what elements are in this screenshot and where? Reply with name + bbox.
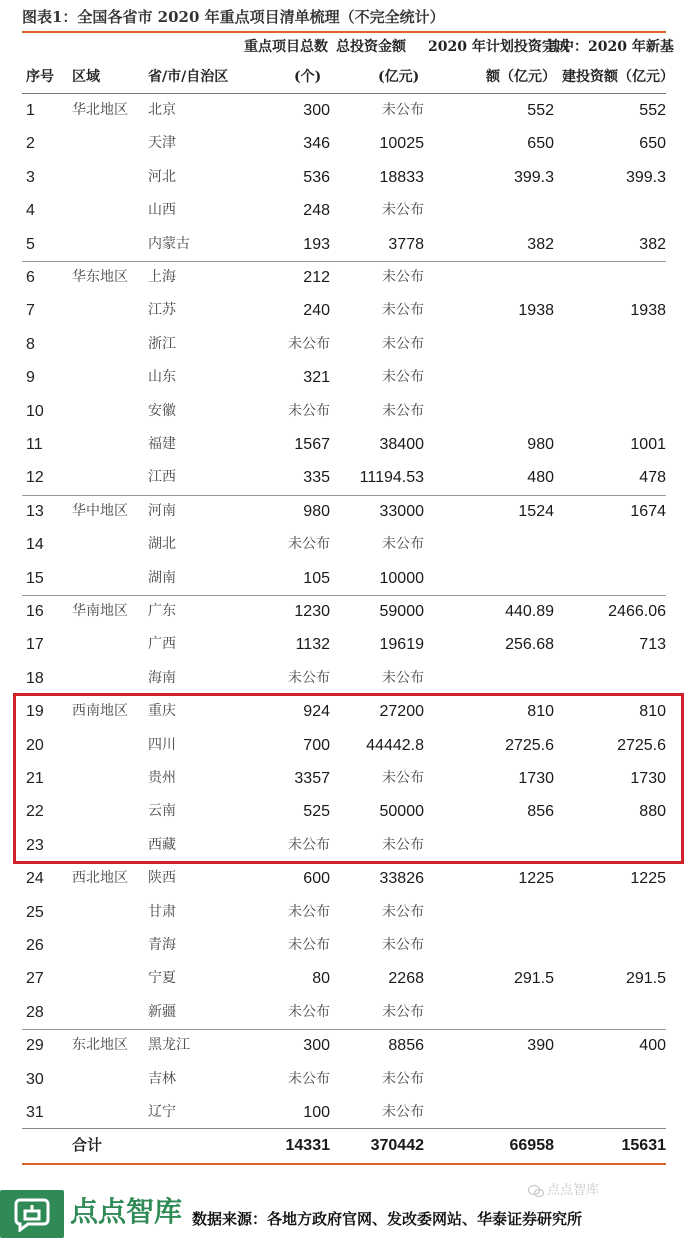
cell-province: 海南	[148, 669, 176, 686]
cell-province: 湖南	[148, 569, 176, 586]
cell-invest: 未公布	[382, 202, 424, 219]
cell-count: 700	[303, 736, 330, 754]
cell-new: 1730	[630, 770, 666, 787]
cell-count: 600	[303, 870, 330, 888]
cell-plan: 256.68	[505, 636, 554, 654]
cell-province: 天津	[148, 135, 176, 152]
cell-province: 青海	[148, 937, 176, 953]
speech-bubble-icon	[14, 1196, 50, 1232]
cell-count: 100	[303, 1104, 330, 1121]
header-region: 区域	[72, 69, 100, 85]
cell-region: 华东地区	[72, 269, 128, 285]
cell-region	[72, 1096, 142, 1129]
cell-province: 江西	[148, 469, 176, 486]
header-invest-line1: 总投资金额	[336, 39, 406, 55]
cell-region	[72, 729, 142, 762]
cell-count: 80	[312, 970, 330, 988]
cell-new: 713	[639, 636, 666, 654]
cell-new: 1225	[630, 870, 666, 888]
cell-idx: 17	[26, 636, 44, 654]
cell-invest: 10000	[379, 569, 424, 587]
cell-plan: 399.3	[513, 168, 554, 186]
cell-new	[574, 328, 666, 361]
cell-idx: 7	[26, 302, 35, 320]
cell-region	[72, 395, 142, 428]
cell-plan: 2725.6	[505, 736, 554, 754]
cell-count: 未公布	[288, 1070, 330, 1087]
cell-invest: 未公布	[382, 1104, 424, 1120]
cell-idx: 2	[26, 135, 35, 153]
cell-province: 陕西	[148, 870, 176, 887]
cell-new: 1001	[630, 436, 666, 453]
cell-count: 未公布	[288, 1003, 330, 1020]
total-label: 合计	[72, 1136, 103, 1154]
cell-count: 300	[303, 1037, 330, 1055]
cell-invest: 8856	[388, 1037, 424, 1055]
table-row	[0, 695, 684, 728]
cell-plan	[470, 328, 554, 361]
cell-new: 1938	[630, 302, 666, 320]
cell-region: 西北地区	[72, 870, 128, 887]
table-row	[0, 127, 684, 160]
cell-count: 346	[303, 135, 330, 153]
cell-region	[72, 194, 142, 227]
cell-idx: 4	[26, 202, 35, 220]
cell-region	[72, 896, 142, 929]
cell-count: 525	[303, 803, 330, 821]
table-row	[0, 996, 684, 1029]
cell-region	[72, 929, 142, 962]
cell-idx: 25	[26, 903, 44, 921]
cell-count: 1567	[294, 436, 330, 453]
cell-region	[72, 528, 142, 561]
cell-new	[574, 528, 666, 561]
table-row	[0, 896, 684, 929]
cell-new	[574, 662, 666, 695]
cell-count: 未公布	[288, 903, 330, 920]
cell-idx: 27	[26, 970, 44, 988]
cell-plan: 382	[527, 235, 554, 253]
cell-idx: 23	[26, 836, 44, 854]
cell-new	[574, 194, 666, 227]
table-row	[0, 461, 684, 494]
total-new: 15631	[621, 1137, 666, 1154]
cell-idx: 21	[26, 770, 44, 787]
cell-plan	[470, 261, 554, 294]
cell-province: 湖北	[148, 536, 176, 553]
cell-province: 内蒙古	[148, 235, 190, 252]
cell-invest: 未公布	[382, 669, 424, 686]
cell-plan: 810	[527, 703, 554, 721]
cell-plan	[470, 395, 554, 428]
cell-new	[574, 361, 666, 394]
cell-region	[72, 294, 142, 327]
table-row	[0, 294, 684, 327]
cell-plan	[470, 996, 554, 1029]
cell-idx: 13	[26, 502, 44, 520]
cell-region: 东北地区	[72, 1037, 128, 1054]
cell-invest: 44442.8	[366, 736, 424, 754]
cell-new	[574, 996, 666, 1029]
cell-region	[72, 962, 142, 995]
cell-plan: 856	[527, 803, 554, 821]
header-new-line1: 其中：2020 年新基	[546, 39, 674, 55]
header-province: 省/市/自治区	[148, 69, 229, 85]
cell-plan	[470, 929, 554, 962]
cell-region	[72, 428, 142, 461]
header-count-line2: (个)	[294, 69, 322, 85]
cell-region	[72, 461, 142, 494]
cell-invest: 27200	[379, 703, 424, 721]
cell-idx: 15	[26, 569, 44, 587]
cell-invest: 33000	[379, 502, 424, 520]
cell-idx: 31	[26, 1104, 44, 1121]
cell-province: 浙江	[148, 335, 176, 352]
cell-invest: 未公布	[382, 903, 424, 920]
footer	[0, 1180, 684, 1244]
cell-invest: 10025	[379, 135, 424, 153]
cell-invest: 未公布	[382, 369, 424, 386]
table-row	[0, 562, 684, 595]
cell-new: 478	[639, 469, 666, 487]
cell-count: 248	[303, 202, 330, 220]
cell-province: 黑龙江	[148, 1037, 190, 1054]
cell-idx: 6	[26, 269, 35, 286]
cell-province: 广西	[148, 636, 176, 653]
cell-region	[72, 829, 142, 862]
header-plan-line2: 额（亿元）	[486, 69, 556, 85]
table-row	[0, 495, 684, 528]
table-row	[0, 662, 684, 695]
table-row	[0, 729, 684, 762]
table-row	[0, 762, 684, 795]
cell-new: 2466.06	[608, 603, 666, 620]
cell-idx: 22	[26, 803, 44, 821]
cell-province: 辽宁	[148, 1104, 176, 1120]
cell-province: 山西	[148, 202, 176, 219]
cell-count: 未公布	[288, 536, 330, 553]
cell-province: 江苏	[148, 302, 176, 319]
cell-region: 华中地区	[72, 502, 128, 519]
cell-idx: 24	[26, 870, 44, 888]
cell-new	[574, 562, 666, 595]
cell-invest: 19619	[379, 636, 424, 654]
cell-plan: 980	[527, 436, 554, 453]
cell-invest: 未公布	[382, 937, 424, 953]
cell-count: 193	[303, 235, 330, 253]
cell-plan	[470, 562, 554, 595]
cell-idx: 28	[26, 1003, 44, 1021]
cell-province: 北京	[148, 102, 176, 118]
cell-invest: 未公布	[382, 770, 424, 786]
header-new-line2: 建投资额（亿元）	[562, 69, 674, 85]
table-row	[0, 628, 684, 661]
cell-new: 650	[639, 135, 666, 153]
cell-new	[574, 395, 666, 428]
cell-province: 广东	[148, 603, 176, 619]
cell-plan: 480	[527, 469, 554, 487]
cell-idx: 16	[26, 603, 44, 620]
cell-count: 3357	[294, 770, 330, 787]
table-row	[0, 829, 684, 862]
table-row	[0, 528, 684, 561]
cell-new: 552	[639, 102, 666, 119]
cell-region	[72, 996, 142, 1029]
cell-invest: 未公布	[382, 536, 424, 553]
cell-count: 未公布	[288, 402, 330, 419]
header-count-line1: 重点项目总数	[244, 39, 328, 55]
table-row	[0, 795, 684, 828]
cell-province: 吉林	[148, 1070, 176, 1087]
cell-province: 甘肃	[148, 903, 176, 920]
cell-plan	[470, 829, 554, 862]
cell-new: 382	[639, 235, 666, 253]
cell-plan: 1938	[518, 302, 554, 320]
table-row	[0, 161, 684, 194]
cell-province: 上海	[148, 269, 176, 285]
cell-new: 880	[639, 803, 666, 821]
cell-province: 福建	[148, 436, 176, 452]
table-row	[0, 428, 684, 461]
cell-invest: 50000	[379, 803, 424, 821]
total-count: 14331	[285, 1137, 330, 1154]
cell-invest: 未公布	[382, 102, 424, 118]
cell-plan: 650	[527, 135, 554, 153]
header-plan-line1: 2020 年计划投资完成	[428, 39, 570, 55]
watermark	[528, 1180, 599, 1202]
cell-count: 未公布	[288, 836, 330, 853]
table-row	[0, 1096, 684, 1129]
cell-region	[72, 228, 142, 261]
cell-invest: 11194.53	[359, 469, 424, 487]
cell-new: 291.5	[625, 970, 666, 988]
data-source: 数据来源：各地方政府官网、发改委网站、华泰证券研究所	[192, 1210, 583, 1228]
table-row	[0, 94, 684, 127]
cell-new: 1674	[630, 502, 666, 520]
cell-region	[72, 562, 142, 595]
cell-count: 536	[303, 168, 330, 186]
cell-province: 云南	[148, 803, 176, 820]
cell-idx: 8	[26, 335, 35, 353]
cell-plan: 440.89	[505, 603, 554, 620]
cell-idx: 30	[26, 1070, 44, 1088]
cell-invest: 2268	[388, 970, 424, 988]
cell-idx: 5	[26, 235, 35, 253]
cell-province: 宁夏	[148, 970, 176, 987]
watermark-text: 点点智库	[547, 1183, 600, 1198]
cell-province: 西藏	[148, 836, 176, 853]
cell-count: 1230	[294, 603, 330, 620]
cell-province: 安徽	[148, 402, 176, 419]
cell-count: 240	[303, 302, 330, 320]
cell-new: 400	[639, 1037, 666, 1055]
cell-province: 重庆	[148, 703, 176, 720]
cell-new	[574, 1063, 666, 1096]
table-row	[0, 1029, 684, 1062]
cell-region	[72, 161, 142, 194]
cell-invest: 38400	[379, 436, 424, 453]
cell-new	[574, 929, 666, 962]
cell-invest: 3778	[388, 235, 424, 253]
brand-logo	[0, 1190, 64, 1238]
cell-region	[72, 662, 142, 695]
cell-invest: 未公布	[382, 302, 424, 319]
cell-idx: 14	[26, 536, 44, 554]
cell-idx: 20	[26, 736, 44, 754]
table-row	[0, 962, 684, 995]
cell-region: 华北地区	[72, 102, 128, 118]
wechat-icon	[528, 1184, 544, 1198]
cell-idx: 18	[26, 669, 44, 687]
cell-region	[72, 1063, 142, 1096]
cell-plan	[470, 1063, 554, 1096]
cell-region	[72, 127, 142, 160]
brand-name: 点点智库	[70, 1195, 183, 1228]
cell-invest: 未公布	[382, 335, 424, 352]
cell-idx: 29	[26, 1037, 44, 1055]
cell-count: 924	[303, 703, 330, 721]
cell-region	[72, 762, 142, 795]
cell-province: 山东	[148, 369, 176, 386]
cell-count: 980	[303, 502, 330, 520]
cell-province: 贵州	[148, 770, 176, 786]
cell-invest: 未公布	[382, 1003, 424, 1020]
cell-invest: 33826	[379, 870, 424, 888]
cell-plan	[470, 896, 554, 929]
cell-count: 105	[303, 569, 330, 587]
cell-plan: 291.5	[513, 970, 554, 988]
table-row	[0, 862, 684, 895]
table-row	[0, 261, 684, 294]
cell-count: 未公布	[288, 335, 330, 352]
header-invest-line2: (亿元)	[378, 69, 420, 85]
cell-province: 新疆	[148, 1003, 176, 1020]
cell-invest: 未公布	[382, 836, 424, 853]
cell-region: 华南地区	[72, 603, 128, 619]
total-plan: 66958	[509, 1137, 554, 1154]
cell-new: 2725.6	[617, 736, 666, 754]
cell-invest: 18833	[379, 168, 424, 186]
cell-province: 四川	[148, 736, 176, 753]
cell-count: 300	[303, 102, 330, 119]
cell-plan	[470, 662, 554, 695]
table-row	[0, 395, 684, 428]
table-row	[0, 929, 684, 962]
cell-idx: 10	[26, 402, 44, 420]
table-title: 图表1：全国各省市 2020 年重点项目清单梳理（不完全统计）	[22, 8, 445, 26]
cell-idx: 11	[26, 436, 43, 453]
cell-plan: 1524	[518, 502, 554, 520]
cell-new	[574, 829, 666, 862]
cell-count: 335	[303, 469, 330, 487]
table-row	[0, 361, 684, 394]
cell-plan: 1225	[518, 870, 554, 888]
cell-province: 河南	[148, 502, 176, 519]
header-idx: 序号	[26, 69, 54, 85]
cell-idx: 26	[26, 937, 44, 954]
cell-new: 810	[639, 703, 666, 721]
cell-plan	[470, 194, 554, 227]
cell-new: 399.3	[625, 168, 666, 186]
cell-plan: 552	[527, 102, 554, 119]
cell-plan	[470, 361, 554, 394]
cell-plan: 1730	[518, 770, 554, 787]
table-row	[0, 228, 684, 261]
cell-new	[574, 261, 666, 294]
cell-idx: 19	[26, 703, 44, 721]
table-row	[0, 1063, 684, 1096]
cell-province: 河北	[148, 168, 176, 185]
cell-idx: 3	[26, 168, 35, 186]
table-row	[0, 328, 684, 361]
cell-count: 212	[303, 269, 330, 286]
cell-new	[574, 896, 666, 929]
cell-count: 未公布	[288, 669, 330, 686]
table-row	[0, 194, 684, 227]
cell-invest: 未公布	[382, 1070, 424, 1087]
cell-region	[72, 361, 142, 394]
cell-new	[574, 1096, 666, 1129]
cell-region	[72, 328, 142, 361]
cell-invest: 未公布	[382, 402, 424, 419]
cell-plan	[470, 528, 554, 561]
cell-idx: 1	[26, 102, 35, 119]
cell-count: 1132	[295, 636, 330, 654]
table-row	[0, 595, 684, 628]
cell-count: 321	[303, 369, 330, 387]
cell-invest: 59000	[379, 603, 424, 620]
cell-region	[72, 628, 142, 661]
cell-idx: 12	[26, 469, 44, 487]
cell-count: 未公布	[288, 937, 330, 953]
total-row	[0, 1129, 684, 1162]
cell-idx: 9	[26, 369, 35, 387]
cell-invest: 未公布	[382, 269, 424, 285]
bottom-rule	[22, 1163, 666, 1165]
cell-plan	[470, 1096, 554, 1129]
cell-plan: 390	[527, 1037, 554, 1055]
total-invest: 370442	[370, 1137, 424, 1154]
cell-region: 西南地区	[72, 703, 128, 720]
cell-region	[72, 795, 142, 828]
